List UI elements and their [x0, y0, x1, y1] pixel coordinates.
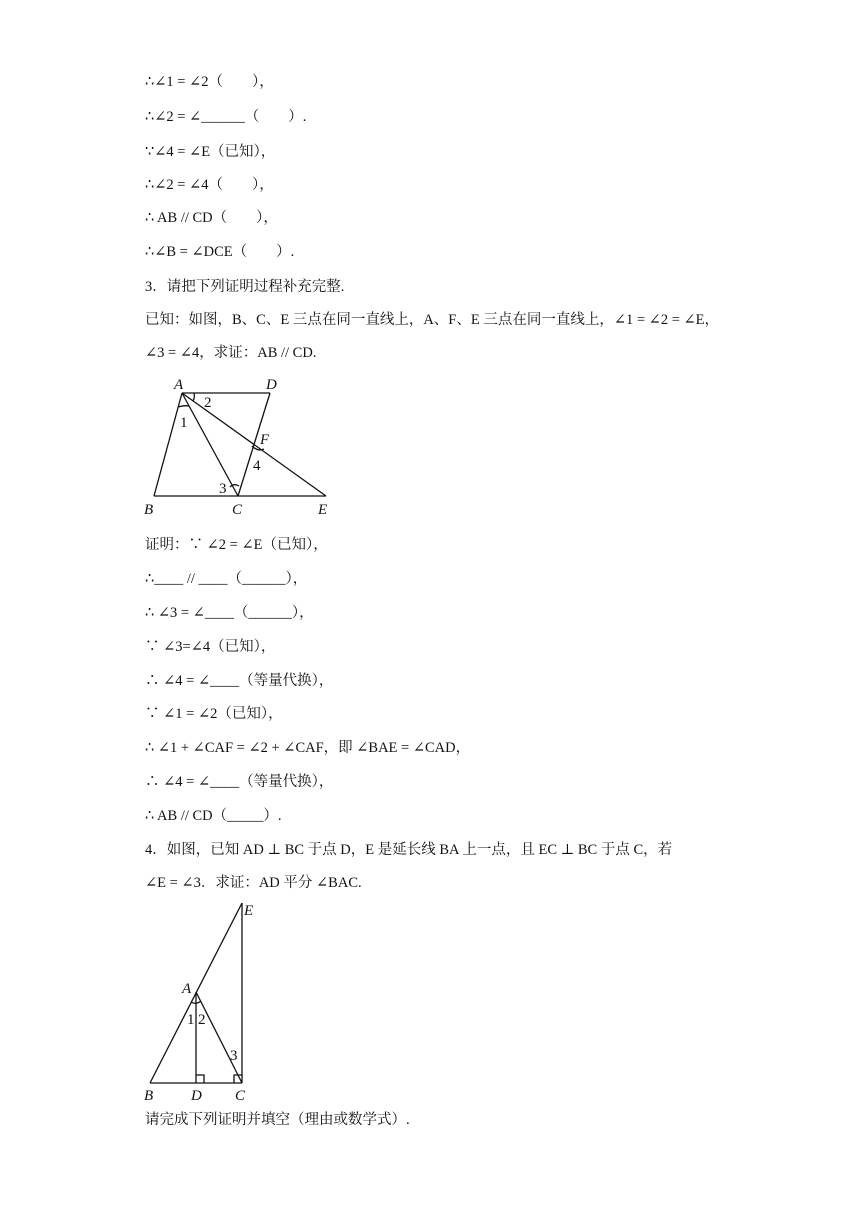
text-line-4: ∴∠2 = ∠4（ ）， — [145, 177, 274, 193]
label-A: A — [182, 981, 192, 997]
label-D: D — [191, 1088, 202, 1104]
question-4-title: 4．如图，已知 AD ⊥ BC 于点 D，E 是延长线 BA 上一点，且 EC ⊥ BC 于点 C，若 — [145, 842, 673, 858]
label-C: C — [232, 502, 243, 518]
proof-line-8: ∴ ∠4 = ∠____（等量代换）， — [145, 774, 334, 790]
label-C: C — [235, 1088, 246, 1104]
segment-AC — [196, 992, 242, 1083]
figure-trapezoid — [140, 372, 340, 520]
label-angle-2: 2 — [204, 395, 212, 411]
proof-line-1: 证明：∵ ∠2 = ∠E（已知）， — [145, 537, 328, 553]
text-line-6: ∴∠B = ∠DCE（ ）. — [145, 244, 295, 260]
proof-line-5: ∴ ∠4 = ∠____（等量代换）， — [145, 673, 334, 689]
label-E: E — [244, 903, 254, 919]
proof-line-6: ∵ ∠1 = ∠2（已知）， — [145, 706, 283, 722]
segment-AB — [154, 393, 182, 496]
label-D: D — [266, 377, 277, 393]
proof-line-3: ∴ ∠3 = ∠____（______）， — [145, 605, 314, 621]
question-3-given-2: ∠3 = ∠4，求证：AB // CD. — [145, 345, 317, 361]
label-E: E — [318, 502, 328, 518]
label-angle-3: 3 — [230, 1048, 238, 1064]
label-angle-1: 1 — [180, 415, 188, 431]
label-angle-2: 2 — [198, 1012, 206, 1028]
label-angle-4: 4 — [253, 458, 261, 474]
text-line-5: ∴ AB // CD（ ）， — [145, 210, 278, 226]
question-4-given: ∠E = ∠3．求证：AD 平分 ∠BAC. — [145, 875, 362, 891]
text-line-2: ∴∠2 = ∠______（ ）. — [145, 109, 307, 125]
text-line-3: ∵∠4 = ∠E（已知）， — [145, 144, 276, 160]
label-angle-1: 1 — [187, 1012, 195, 1028]
proof-line-9: ∴ AB // CD（_____）. — [145, 808, 282, 824]
label-B: B — [144, 1088, 154, 1104]
question-3-given-1: 已知：如图，B、C、E 三点在同一直线上，A、F、E 三点在同一直线上，∠1 = ∠2 = ∠E， — [145, 312, 720, 328]
text-line-1: ∴∠1 = ∠2（ ）， — [145, 74, 274, 90]
proof-line-7: ∴ ∠1 + ∠CAF = ∠2 + ∠CAF，即 ∠BAE = ∠CAD， — [145, 740, 471, 756]
question-4-instruction: 请完成下列证明并填空（理由或数学式）. — [145, 1112, 410, 1128]
label-A: A — [174, 377, 184, 393]
right-angle-D — [196, 1075, 204, 1083]
proof-line-4: ∵ ∠3=∠4（已知）， — [145, 639, 276, 655]
question-3-title: 3．请把下列证明过程补充完整. — [145, 279, 345, 295]
angle-arc-2 — [193, 393, 194, 401]
proof-line-2: ∴____ // ____（______）， — [145, 571, 308, 587]
label-B: B — [144, 502, 154, 518]
figure-right-triangle — [140, 895, 270, 1105]
label-angle-3: 3 — [219, 481, 227, 497]
angle-arc-1 — [178, 406, 189, 407]
label-F: F — [260, 432, 270, 448]
